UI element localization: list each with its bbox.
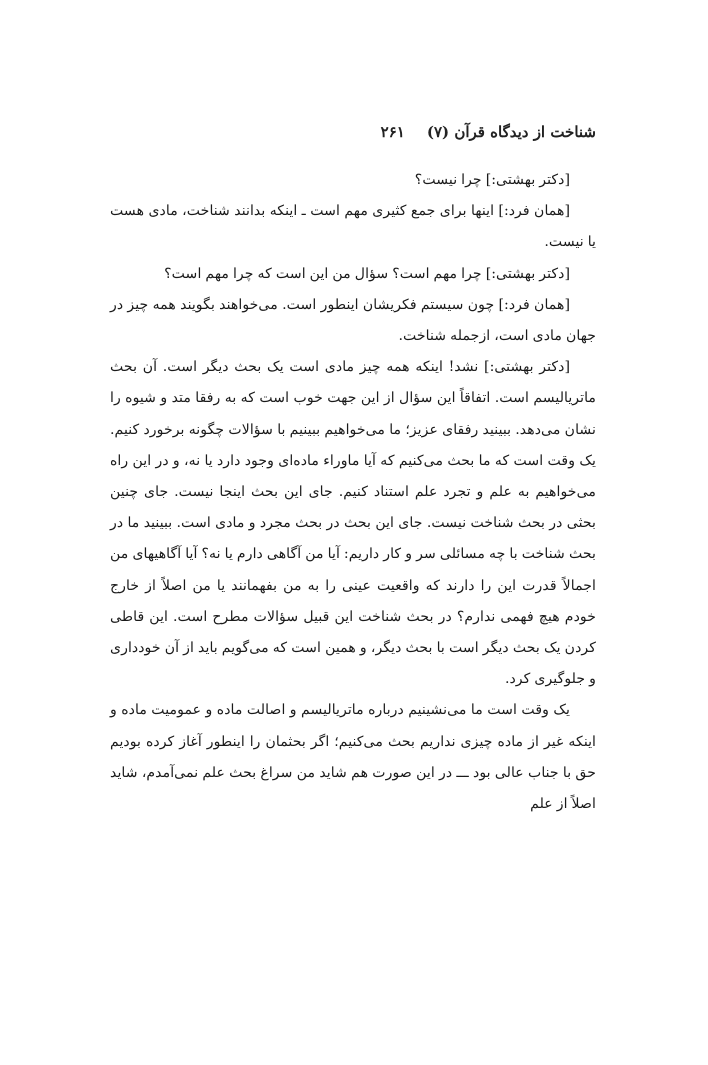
- page-body: [110, 165, 596, 820]
- running-head-title: شناخت از دیدگاه قرآن (۷): [426, 123, 596, 141]
- paragraph: [دکتر بهشتی:] نشد! اینکه همه چیز مادی است یک بحث دیگر است. آن بحث ماتریالیسم است. اتفاقاً این سؤال از این جهت خوب است که به رفقا متد و شیوه را نشان می‌دهد. ببینید رفقای عزیز؛ ما می‌خواهیم ببینیم با سؤالات چگونه برخورد کنیم. یک وقت است که ما بحث می‌کنیم که آیا ماوراء ماده‌ای وجود دارد یا نه، و در این راه می‌خواهیم به علم و تجرد علم استناد کنیم. جای این بحث اینجا نیست. جای چنین بحثی در بحث شناخت نیست. جای این بحث در بحث مجرد و مادی است. ببینید ما در بحث شناخت با چه مسائلی سر و کار داریم: آیا من آگاهی دارم یا نه؟ آیا آگاهیهای من اجمالاً قدرت این را دارند که واقعیت عینی را به من بفهمانند یا من اصلاً از خارج خودم هیچ فهمی ندارم؟ در بحث شناخت این قبیل سؤالات مطرح است. این قاطی کردن یک بحث دیگر است با بحث دیگر، و همین است که می‌گویم باید از آن خودداری و جلوگیری کرد.: [110, 359, 596, 688]
- paragraph: [دکتر بهشتی:] چرا مهم است؟ سؤال من این است که چرا مهم است؟: [164, 265, 570, 282]
- paragraph: [دکتر بهشتی:] چرا نیست؟: [414, 172, 570, 188]
- running-header: [109, 121, 596, 143]
- paragraph: [همان فرد:] اینها برای جمع کثیری مهم است ـ اینکه بدانند شناخت، مادی هست یا نیست.: [110, 203, 596, 251]
- paragraph: یک وقت است ما می‌نشینیم درباره ماتریالیسم و اصالت ماده و عمومیت ماده و اینکه غیر از ماده چیزی نداریم بحث می‌کنیم؛ اگر بحثمان را اینطور آغاز کرده بودیم حق با جناب عالی بود ـــ در این صورت هم شاید من سراغ بحث علم نمی‌آمدم، شاید اصلاً از علم: [110, 702, 596, 813]
- page-number: ۲۶۱: [380, 123, 405, 141]
- paragraph: [همان فرد:] چون سیستم فکریشان اینطور است. می‌خواهند بگویند همه چیز در جهان مادی است، ازجمله شناخت.: [110, 296, 596, 345]
